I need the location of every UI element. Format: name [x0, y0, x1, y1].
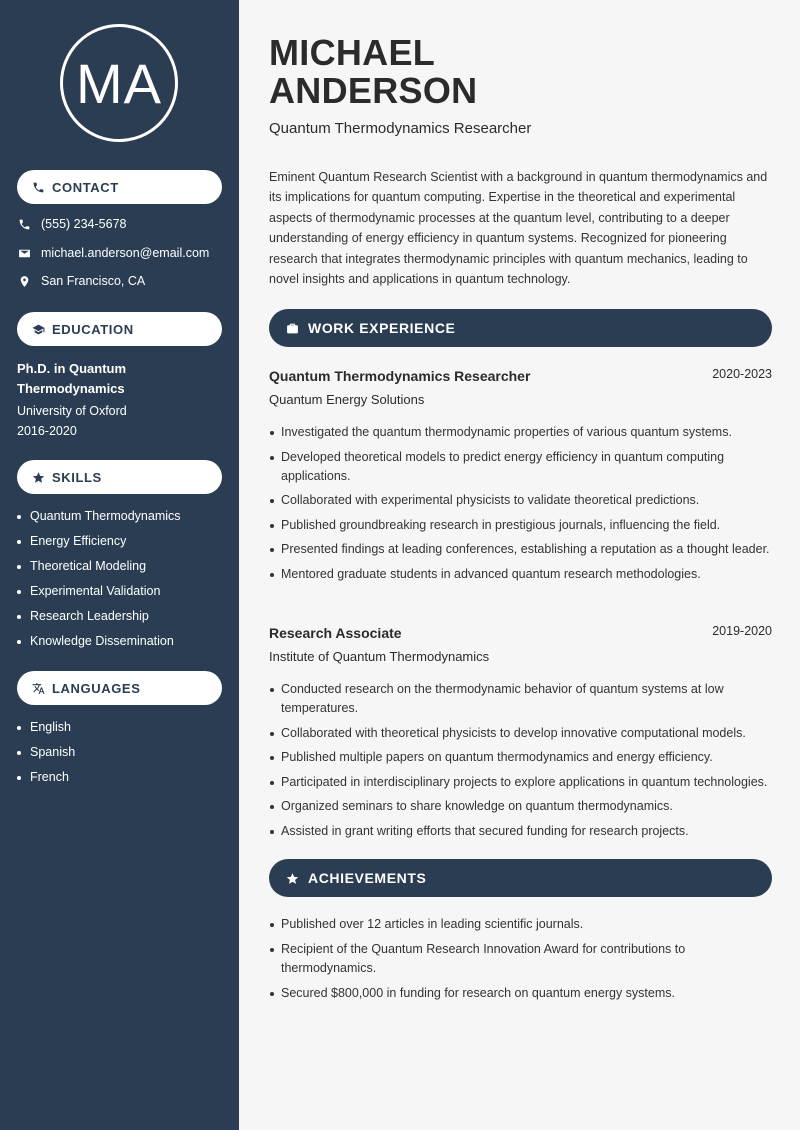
list-item: Collaborated with theoretical physicists to develop innovative computational models. — [269, 724, 772, 743]
contact-heading — [17, 170, 222, 204]
list-item: Organized seminars to share knowledge on quantum thermodynamics. — [269, 797, 772, 816]
school: University of Oxford — [17, 404, 127, 418]
languages-list — [17, 715, 75, 790]
envelope-icon — [17, 246, 31, 260]
skills-heading — [17, 460, 222, 494]
list-item: Developed theoretical models to predict energy efficiency in quantum computing applications. — [269, 448, 772, 486]
job-bullets — [269, 423, 772, 584]
list-item: Presented findings at leading conferences, establishing a reputation as a thought leader. — [269, 540, 772, 559]
candidate-name — [269, 34, 477, 110]
education-entry — [17, 359, 222, 441]
skills-heading-label: SKILLS — [52, 469, 102, 485]
contact-email — [17, 246, 209, 260]
list-item: Published groundbreaking research in prestigious journals, influencing the field. — [269, 516, 772, 535]
translate-icon — [31, 681, 45, 695]
email-text: michael.anderson@email.com — [41, 246, 210, 260]
list-item: Published over 12 articles in leading scientific journals. — [269, 915, 772, 934]
sidebar — [0, 0, 239, 1130]
name-first: MICHAEL — [269, 32, 436, 73]
list-item: Secured $800,000 in funding for research on quantum energy systems. — [269, 984, 772, 1003]
list-item: Participated in interdisciplinary projects to explore applications in quantum technologies. — [269, 773, 772, 792]
language-item: French — [17, 765, 75, 790]
list-item: Recipient of the Quantum Research Innovation Award for contributions to thermodynamics. — [269, 940, 772, 978]
star-icon — [285, 871, 299, 885]
skill-item: Experimental Validation — [17, 579, 181, 604]
job-company: Institute of Quantum Thermodynamics — [269, 649, 490, 664]
achievements-heading-label: ACHIEVEMENTS — [308, 870, 427, 886]
contact-location — [17, 274, 145, 288]
monogram-avatar: MA — [60, 24, 178, 142]
job-bullets — [269, 680, 772, 841]
skill-item: Energy Efficiency — [17, 529, 181, 554]
list-item: Mentored graduate students in advanced quantum research methodologies. — [269, 565, 772, 584]
job-title: Research Associate — [269, 625, 402, 641]
achievements-list — [269, 915, 772, 1003]
profile-summary: Eminent Quantum Research Scientist with a background in quantum thermodynamics and its implications for quantum computing. Expertise in the theoretical and experimental aspects of thermodynamic processes at the quantum level, contributing to a deeper understanding of energy efficiency in quantum systems. Recognized for pioneering research that integrates thermodynamic principles with quantum mechanics, leading to novel insights and applications in quantum technology. — [269, 170, 768, 287]
education-years: 2016-2020 — [17, 424, 77, 438]
skill-item: Research Leadership — [17, 604, 181, 629]
list-item: Assisted in grant writing efforts that secured funding for research projects. — [269, 822, 772, 841]
achievements-heading — [269, 859, 772, 897]
language-item: English — [17, 715, 75, 740]
job-title: Quantum Thermodynamics Researcher — [269, 368, 531, 384]
languages-heading-label: LANGUAGES — [52, 680, 141, 696]
languages-heading — [17, 671, 222, 705]
list-item: Conducted research on the thermodynamic behavior of quantum systems at low temperatures. — [269, 680, 772, 718]
job-headline: Quantum Thermodynamics Researcher — [269, 120, 532, 137]
skill-item: Theoretical Modeling — [17, 554, 181, 579]
list-item: Collaborated with experimental physicists to validate theoretical predictions. — [269, 491, 772, 510]
language-item: Spanish — [17, 740, 75, 765]
list-item: Published multiple papers on quantum thermodynamics and energy efficiency. — [269, 748, 772, 767]
star-icon — [31, 470, 45, 484]
graduation-cap-icon — [31, 322, 45, 336]
education-heading — [17, 312, 222, 346]
skill-item: Knowledge Dissemination — [17, 629, 181, 654]
phone-text: (555) 234-5678 — [41, 217, 127, 231]
job-dates: 2019-2020 — [712, 624, 772, 638]
phone-icon — [31, 180, 45, 194]
job-dates: 2020-2023 — [712, 367, 772, 381]
location-pin-icon — [17, 274, 31, 288]
list-item: Investigated the quantum thermodynamic properties of various quantum systems. — [269, 423, 772, 442]
skill-item: Quantum Thermodynamics — [17, 504, 181, 529]
contact-phone — [17, 217, 126, 231]
skills-list — [17, 504, 181, 654]
name-last: ANDERSON — [269, 70, 478, 111]
briefcase-icon — [285, 321, 299, 335]
contact-heading-label: CONTACT — [52, 179, 119, 195]
job-company: Quantum Energy Solutions — [269, 392, 425, 407]
work-experience-heading — [269, 309, 772, 347]
phone-icon — [17, 217, 31, 231]
degree: Ph.D. in Quantum Thermodynamics — [17, 361, 127, 396]
work-heading-label: WORK EXPERIENCE — [308, 320, 456, 336]
education-heading-label: EDUCATION — [52, 321, 134, 337]
location-text: San Francisco, CA — [41, 274, 146, 288]
